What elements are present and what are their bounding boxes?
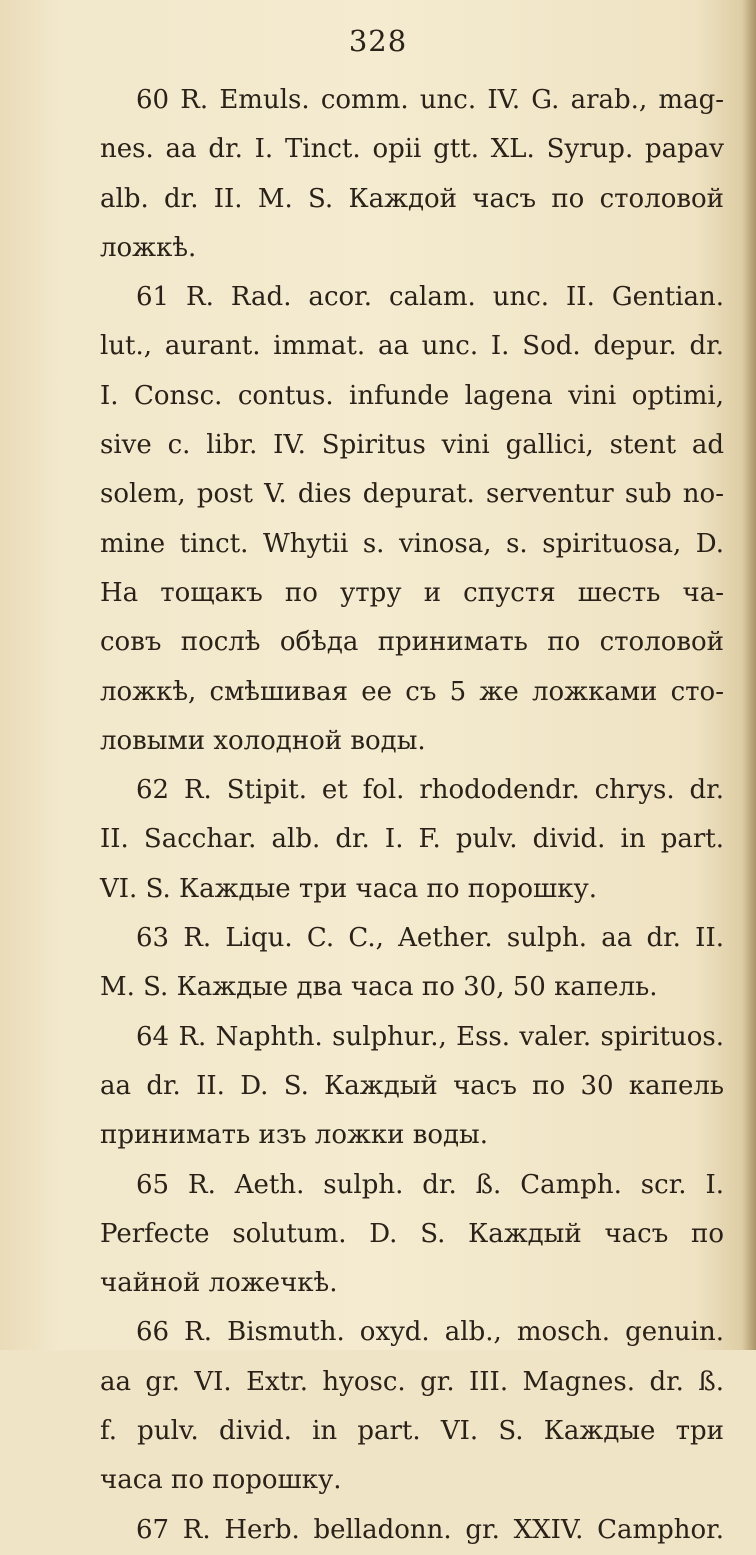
page-number: 328: [348, 24, 408, 58]
text-line: lut., aurant. immat. aa unc. I. Sod. depur. dr.: [100, 331, 724, 362]
text-line: ложкѣ.: [100, 232, 197, 263]
text-line: 66 R. Bismuth. oxyd. alb., mosch. genuin.: [136, 1317, 724, 1348]
text-line: принимать изъ ложки воды.: [100, 1120, 488, 1151]
text-line: alb. dr. II. M. S. Каждой часъ по столовой: [100, 183, 724, 214]
text-line: чайной ложечкѣ.: [100, 1268, 338, 1299]
text-line: aa dr. II. D. S. Каждый часъ по 30 капель: [100, 1070, 724, 1101]
text-line: solem, post V. dies depurat. serventur sub no-: [100, 479, 724, 510]
text-line: f. pulv. divid. in part. VI. S. Каждые три: [100, 1416, 724, 1447]
text-line: часа по порошку.: [100, 1465, 342, 1496]
text-body: [100, 76, 724, 1555]
text-line: VI. S. Каждые три часа по порошку.: [100, 873, 598, 904]
text-line: sive c. libr. IV. Spiritus vini gallici, stent ad: [100, 430, 724, 461]
text-line: 67 R. Herb. belladonn. gr. XXIV. Camphor.: [136, 1514, 724, 1545]
page-edge-shadow: [742, 0, 756, 1350]
text-line: На тощакъ по утру и спустя шесть ча-: [100, 577, 724, 608]
text-line: I. Consc. contus. infunde lagena vini optimi,: [100, 380, 724, 411]
text-line: nes. aa dr. I. Tinct. opii gtt. XL. Syrup. papav: [100, 134, 724, 165]
text-line: 61 R. Rad. acor. calam. unc. II. Gentian.: [136, 282, 724, 313]
text-line: 62 R. Stipit. et fol. rhododendr. chrys. dr.: [136, 775, 724, 806]
text-line: 60 R. Emuls. comm. unc. IV. G. arab., mag-: [136, 85, 724, 115]
text-line: Perfecte solutum. D. S. Каждый часъ по: [100, 1218, 724, 1249]
text-line: 63 R. Liqu. C. C., Aether. sulph. aa dr. II.: [136, 923, 724, 954]
text-line: совъ послѣ обѣда принимать по столовой: [100, 627, 724, 658]
text-line: 64 R. Naphth. sulphur., Ess. valer. spirituos.: [136, 1021, 724, 1052]
text-line: aa gr. VI. Extr. hyosc. gr. III. Magnes. dr. ß.: [100, 1366, 724, 1397]
text-line: mine tinct. Whytii s. vinosa, s. spirituosa, D.: [100, 528, 724, 559]
text-line: ловыми холодной воды.: [100, 725, 426, 756]
text-line: II. Sacchar. alb. dr. I. F. pulv. divid. in part.: [100, 824, 724, 855]
text-line: 65 R. Aeth. sulph. dr. ß. Camph. scr. I.: [136, 1169, 724, 1200]
text-line: ложкѣ, смѣшивая ее съ 5 же ложками сто-: [100, 676, 724, 707]
text-line: M. S. Каждые два часа по 30, 50 капель.: [100, 972, 658, 1003]
